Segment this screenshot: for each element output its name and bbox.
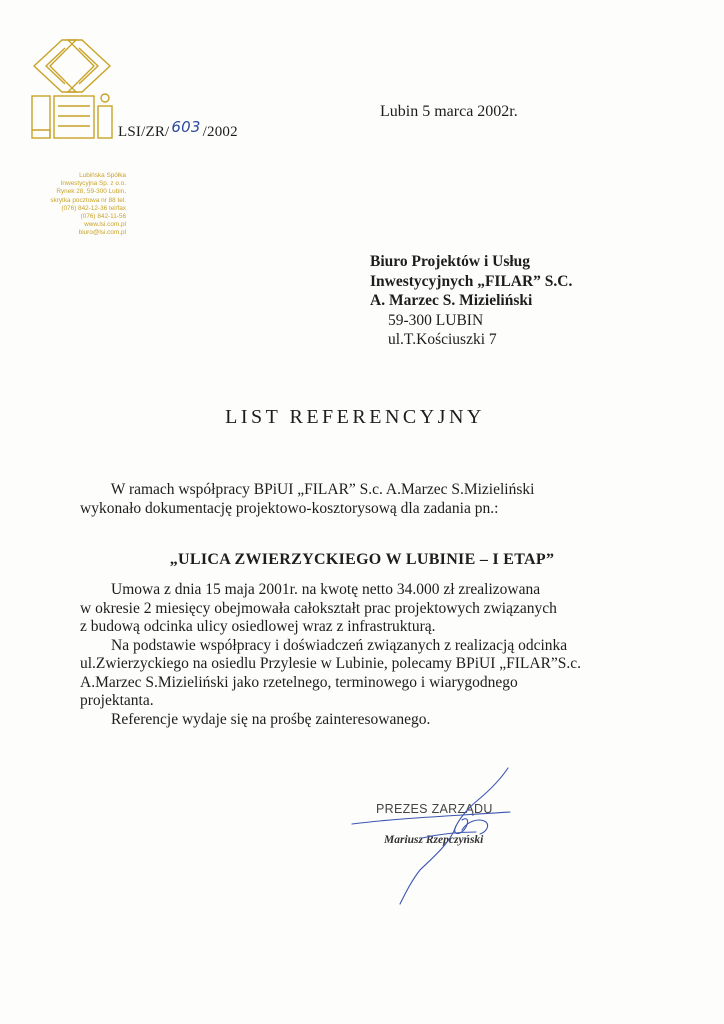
text-line: projektanta. bbox=[80, 692, 154, 709]
text-line: Na podstawie współpracy i doświadczeń związanych z realizacją odcinka bbox=[80, 636, 568, 654]
text-line: z budową odcinka ulicy osiedlowej wraz z infrastrukturą. bbox=[80, 618, 436, 635]
intro-paragraph bbox=[80, 481, 640, 518]
text-line: ul.Zwierzyckiego na osiedlu Przylesie w Lubinie, polecamy BPiUI „FILAR”S.c. bbox=[80, 655, 582, 672]
addressee-line: Inwestycyjnych „FILAR” S.C. bbox=[370, 272, 573, 290]
addressee-block bbox=[370, 252, 572, 350]
text-line: Referencje wydaje się na prośbę zainteresowanego. bbox=[80, 710, 431, 728]
project-subject: „ULICA ZWIERZYCKIEGO W LUBINIE – I ETAP” bbox=[169, 551, 555, 568]
reference-suffix: /2002 bbox=[202, 124, 238, 140]
addressee-line: Biuro Projektów i Usług bbox=[370, 253, 531, 270]
text-line: Umowa z dnia 15 maja 2001r. na kwotę netto 34.000 zł zrealizowana bbox=[80, 581, 541, 598]
reference-handwritten-number: 603 bbox=[171, 118, 201, 136]
addressee-line: 59-300 LUBIN bbox=[388, 311, 484, 329]
text-line: wykonało dokumentację projektowo-kosztorysową dla zadania pn.: bbox=[80, 499, 499, 517]
handwritten-signature bbox=[340, 760, 560, 910]
letter-date: Lubin 5 marca 2002r. bbox=[380, 103, 518, 120]
company-info-line: (076) 842-11-56 bbox=[80, 213, 126, 221]
text-line: w okresie 2 miesięcy obejmowała całokształt prac projektowych związanych bbox=[80, 599, 557, 617]
company-info-line: Rynek 28, 59-300 Lubin, bbox=[56, 188, 126, 196]
signature-block bbox=[340, 760, 560, 910]
signature-name: Mariusz Rzepczyński bbox=[384, 834, 484, 846]
company-info bbox=[8, 172, 126, 238]
company-info-line: www.lsi.com.pl bbox=[84, 221, 126, 229]
company-info-line: skrytka pocztowa nr 88 tel. bbox=[50, 196, 126, 204]
lsi-logo-mark bbox=[22, 34, 122, 142]
text-line: A.Marzec S.Mizieliński jako rzetelnego, terminowego i wiarygodnego bbox=[80, 673, 518, 691]
text-line: W ramach współpracy BPiUI „FILAR” S.c. A.Marzec S.Mizieliński bbox=[80, 481, 535, 498]
body-paragraphs bbox=[80, 581, 640, 729]
company-info-line: biuro@lsi.com.pl bbox=[78, 229, 126, 237]
company-info-line: Lubińska Spółka bbox=[79, 172, 126, 179]
document-title: LIST REFERENCYJNY bbox=[225, 406, 485, 428]
signature-title: PREZES ZARZĄDU bbox=[376, 802, 493, 816]
reference-prefix: LSI/ZR/ bbox=[118, 124, 170, 140]
lsi-logo bbox=[22, 34, 122, 142]
reference-number bbox=[118, 118, 238, 141]
addressee-line: A. Marzec S. Mizieliński bbox=[370, 292, 533, 309]
company-info-line: Inwestycyjna Sp. z o.o. bbox=[60, 180, 126, 188]
company-info-line: (076) 842-12-36 tel/fax bbox=[61, 204, 126, 212]
addressee-line: ul.T.Kościuszki 7 bbox=[388, 331, 497, 348]
